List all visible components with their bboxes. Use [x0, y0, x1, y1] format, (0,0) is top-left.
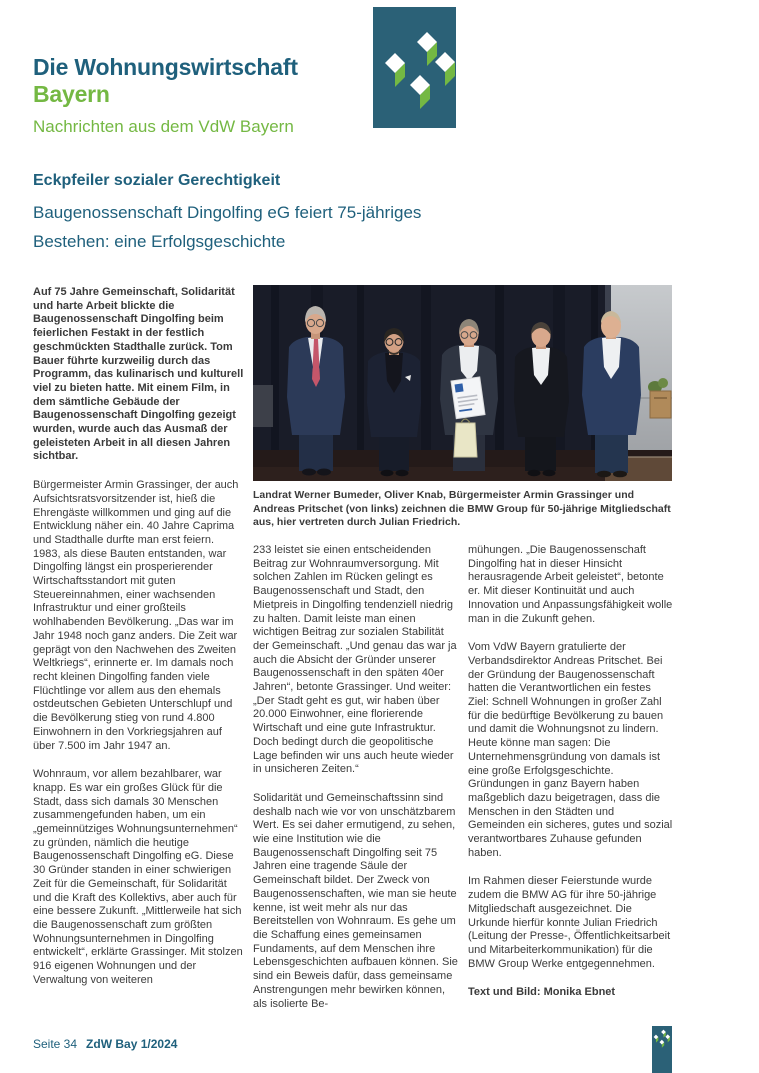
masthead-title-line2: Bayern	[33, 81, 110, 107]
vdw-bayern-mini-logo-icon	[652, 1026, 672, 1073]
masthead-subtitle: Nachrichten aus dem VdW Bayern	[33, 117, 294, 136]
article-column-2	[253, 544, 460, 1026]
article-paragraph: 233 leistet sie einen entscheidenden Beitrag zur Wohnraumversorgung. Mit solchen Zahlen im Rücken gelingt es Baugenossenschaft und Stadt, den Mietpreis in Dingolfing tendenziell niedrig zu halten. Damit leiste man einen wichtigen Beitrag zur sozialen Stabilität der Gemeinschaft. „Und genau das war ja auch die Absicht der Gründer unserer Baugenossenschaft in den späten 40er Jahren“, betonte Grassinger. Und weiter: „Der Stadt geht es gut, wir haben über 20.000 Einwohner, eine florierende Wirtschaft und eine gute Infrastruktur. Doch bedingt durch die geopolitische Lage befinden wir uns auch heute wieder in unsicheren Zeiten.“	[253, 544, 457, 776]
plant-and-crate	[648, 378, 671, 418]
article-headline-line1: Baugenossenschaft Dingolfing eG feiert 75-jähriges	[33, 203, 422, 222]
article-paragraph: Wohnraum, vor allem bezahlbarer, war knapp. Es war ein großes Glück für die Stadt, dass sich damals 30 Menschen zusammengefunden haben, um ein „gemeinnütziges Wohnungsunternehmen“ zu gründen, nämlich die heutige Baugenossenschaft Dingolfing eG. Diese 30 Gründer standen in einer schwierigen Zeit für die Gemeinschaft, für Solidarität und die Kraft des Kollektivs, aber auch für eine bessere Zukunft. „Mittlerweile hat sich die Baugenossenschaft zum größten Wohnungsunternehmen in Dingolfing entwickelt“, erklärte Grassinger. Mit stolzen 916 eigenen Wohnungen und der Verwaltung von weiteren	[33, 768, 243, 986]
article-headline	[33, 198, 421, 256]
event-photo	[253, 285, 672, 481]
gift-bag	[454, 419, 477, 457]
article-credit: Text und Bild: Monika Ebnet	[468, 986, 616, 999]
footer-issue-label: ZdW Bay 1/2024	[86, 1037, 178, 1051]
photo-stage-edge	[253, 385, 273, 427]
article-kicker: Eckpfeiler sozialer Gerechtigkeit	[33, 172, 281, 189]
article-lead-paragraph: Auf 75 Jahre Gemeinschaft, Solidarität und harte Arbeit blickte die Baugenossenschaft Dingolfing beim feierlichen Festakt in der festlich geschmückten Stadthalle zurück. Tom Bauer führte kurzweilig durch das Programm, das kulinarisch und kulturell viel zu bieten hatte. Mit einem Film, in dem sämtliche Gebäude der Baugenossenschaft Dingolfing gezeigt wurden, wurde auch das Ausmaß der geleisteten Arbeit in all diesen Jahren sichtbar.	[33, 286, 244, 463]
article-paragraph: mühungen. „Die Baugenossenschaft Dingolfing hat in dieser Hinsicht herausragende Arbeit geleistet“, betonte er. Mit dieser Kontinuität und auch Innovation und Anpassungsfähigkeit wolle man in die Zukunft gehen.	[468, 544, 673, 625]
footer-page-number: Seite 34	[33, 1037, 78, 1051]
photo-caption: Landrat Werner Bumeder, Oliver Knab, Bürgermeister Armin Grassinger und Andreas Pritschet (von links) zeichnen die BMW Group für 50-jährige Mitgliedschaft aus, hier vertreten durch Julian Friedrich.	[253, 489, 671, 528]
article-paragraph: Im Rahmen dieser Feierstunde wurde zudem die BMW AG für ihre 50-jährige Mitgliedschaft ausgezeichnet. Die Urkunde hierfür konnte Julian Friedrich (Leitung der Presse-, Öffentlichkeitsarbeit und Mitarbeiterkommunikation) für die BMW Group Werke entgegennehmen.	[468, 875, 671, 970]
article-column-1	[33, 286, 244, 1002]
article-column-3	[468, 544, 673, 1015]
article-paragraph: Vom VdW Bayern gratulierte der Verbandsdirektor Andreas Pritschet. Bei der Gründung der Baugenossenschaft hatten die Verantwortlichen ein festes Ziel: Schnell Wohnungen in großer Zahl für die bedürftige Bevölkerung zu bauen und damit die Wohnungsnot zu lindern. Heute könne man sagen: Die Unternehmensgründung von damals ist eine große Erfolgsgeschichte. Gründungen in ganz Bayern haben maßgeblich dazu beigetragen, dass die Menschen in den Städten und Gemeinden ein sicheres, gutes und sozial verantwortbares Zuhause gefunden haben.	[468, 641, 673, 859]
article-headline-line2: Bestehen: eine Erfolgsgeschichte	[33, 232, 286, 251]
page-footer	[33, 1037, 177, 1051]
masthead-title-line1: Die Wohnungswirtschaft	[33, 54, 298, 80]
masthead-title	[33, 54, 298, 108]
certificate	[451, 377, 485, 419]
article-paragraph: Bürgermeister Armin Grassinger, der auch Aufsichtsratsvorsitzender ist, hieß die Ehrengäste willkommen und ging auf die Entwicklung näher ein. 40 Jahre Caprima und Stadthalle durfte man erst feiern. 1983, als diese Bauten entstanden, war Dingolfing längst ein prosperierender Wirtschaftsstandort mit guten Steuereinnahmen, einer wachsenden Infrastruktur und einer großteils wohlhabenden Bevölkerung. „Das war im Jahr 1948 noch ganz anders. Die Zeit war geprägt von den Nachwehen des Zweiten Weltkriegs“, erinnerte er. Im damals noch recht kleinen Dingolfing fanden viele Flüchtlinge vor allem aus den ehemals ostdeutschen Gebieten Unterschlupf und die Bevölkerung stieg von rund 4.800 Einwohnern in den Vorkriegsjahren auf über 7.500 im Jahr 1947 an.	[33, 479, 239, 752]
article-paragraph: Solidarität und Gemeinschaftssinn sind deshalb nach wie vor von unschätzbarem Wert. Es sei daher ermutigend, zu sehen, wie eine Institution wie die Baugenossenschaft Dingolfing seit 75 Jahren eine tragende Säule der Gemeinschaft bildet. Der Zweck von Baugenossenschaften, wie man sie heute kenne, ist weit mehr als nur das Bereitstellen von Wohnraum. Es gehe um die Schaffung eines gemeinsamen Fundaments, auf dem Menschen ihre Lebensgeschichten aufbauen können. Sie sind ein Beweis dafür, dass gemeinsame Anstrengungen mehr bewirken können, als isolierte Be-	[253, 791, 458, 1010]
vdw-bayern-logo-icon	[373, 7, 456, 128]
